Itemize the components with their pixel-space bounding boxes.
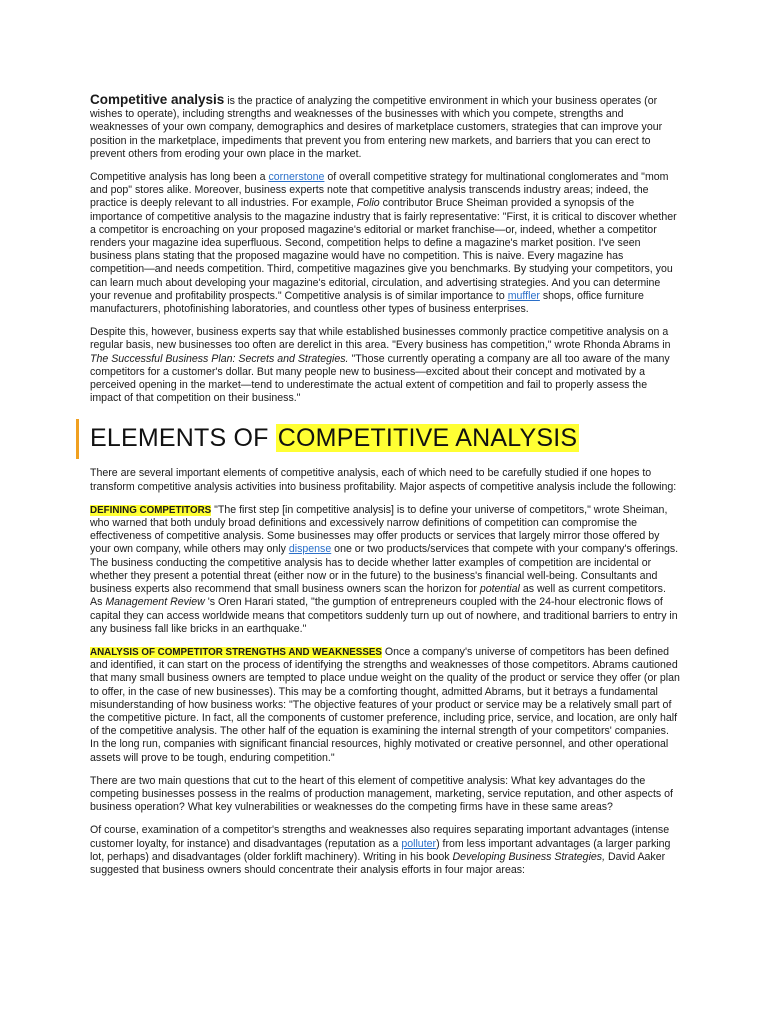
text-run: "Those currently operating a company are all too aware of the many competitors for a customer's dollar. But many people new to business—excited about their concept and motivated by a perceived opening in the market—tend to underestimate the actual extent of competition and fail to properly assess the impact of that competition on their business." [90,352,670,405]
text-run: ) from less important advantages (a larger parking lot, perhaps) and disadvantages (older forklift machinery). Writing in his book [90,837,671,863]
text-run: shops, office furniture manufacturers, photofinishing laboratories, and countless other types of business enterprises. [90,289,644,316]
link-polluter[interactable]: polluter [401,837,437,850]
article-body [90,93,680,887]
link-cornerstone[interactable]: cornerstone [268,171,325,184]
text-run: Competitive analysis has long been a [90,171,269,184]
paragraph-abrams [90,326,680,405]
heading-highlight-text: COMPETITIVE ANALYSIS [277,424,578,453]
lead-term: Competitive analysis [90,92,225,107]
text-run: Once a company's universe of competitors has been defined and identified, it can start on the process of identifying the strengths and weaknesses of those competitors. Abrams cautioned that many small business owners are tempted to place undue weight on the quality of the product or service they offer (or plan to offer, in the case of new businesses). This may be a comforting thought, admitted Abrams, but it betrays a fundamental misunderstanding of how business works: "The objective features of your product or service may be a relatively small part of the competitive picture. In fact, all the components of customer preference, including price, service, and location, are only half of the competitive analysis. The other half of the equation is examining the internal strength of your competitors' companies. In the long run, companies with significant financial resources, highly motivated or creative personnel, and other operational assets will prove to be tough, enduring competition." [90,645,680,764]
intro-paragraph [90,93,680,161]
paragraph-aaker [90,824,680,877]
link-muffler[interactable]: muffler [507,289,540,302]
paragraph-elements-intro: There are several important elements of competitive analysis, each of which need to be carefully studied if one hopes to transform competitive analysis activities into business profitability. Major aspects of competitive analysis include the following: [90,467,677,493]
paragraph-two-questions: There are two main questions that cut to the heart of this element of competitive analysis: What key advantages do the competing businesses possess in the realms of production management, marketing, service reputation, and other aspects of business operation? What key vulnerabilities or weaknesses do the competing firms have in these same areas? [90,774,673,814]
paragraph-strengths-weaknesses [90,646,680,765]
text-run: David Aaker suggested that business owners should concentrate their analysis efforts in four major areas: [90,850,666,876]
subhead-strengths-weaknesses: ANALYSIS OF COMPETITOR STRENGTHS AND WEAKNESSES [90,646,382,658]
text-run: contributor Bruce Sheiman provided a synopsis of the importance of competitive analysis to the magazine industry that is fairly representative: "First, it is critical to discover whether a competitor is encroaching on your proposed magazine's editorial or market franchise—or, indeed, whether a competitor renders your magazine idea superfluous. Second, competition helps to define a magazine's market position. I've seen business plans stating that the proposed magazine would have no competition. This is naive. Every magazine has competition—and needs competition. Third, competitive magazines give you benchmarks. By studying your competitors, you can learn much about developing your magazine's editorial, circulation, and advertising strategies. And you can determine your revenue and profitability prospects." Competitive analysis is of similar importance to [90,197,677,302]
section-heading-block [90,419,680,457]
subhead-defining-competitors: DEFINING COMPETITORS [90,504,212,516]
paragraph-defining-competitors [90,504,680,636]
italic-management-review: Management Review [105,596,205,609]
text-run: one or two products/services that compete with your company's offerings. The business conducting the competitive analysis has to decide whether latter examples of competition are incidental or whether they present a potential threat (either now or in the future) to the business's financial well-being. Consultants and business experts also recommend that small business owners scan the horizon for [90,543,679,596]
text-run: as well as current competitors. As [90,583,666,609]
intro-text: is the practice of analyzing the competitive environment in which your business operates (or wishes to operate), including strengths and weaknesses of the businesses with which you compete, strengths and weaknesses of your own company, demographics and desires of marketplace customers, strategies that can improve your position in the marketplace, impediments that prevent you from entering new markets, and barriers that you can erect to prevent others from eroding your own place in the market. [90,95,663,160]
text-run: Of course, examination of a competitor's strengths and weaknesses also requires separating important advantages (intense customer loyalty, for instance) and disadvantages (reputation as a [90,824,670,850]
section-heading [90,419,680,457]
text-run: of overall competitive strategy for multinational conglomerates and "mom and pop" stores alike. Moreover, business experts note that competitive analysis transcends industry areas; indeed, the practice is deeply relevant to all industries. For example, [90,171,669,210]
text-run: Despite this, however, business experts say that while established businesses commonly practice competitive analysis on a regular basis, new businesses too often are derelict in this area. "Every business has competition," wrote Rhonda Abrams in [90,326,671,352]
heading-plain-text: ELEMENTS OF [90,424,276,453]
heading-accent-bar [76,419,79,459]
italic-folio: Folio [356,197,380,210]
text-run: 's Oren Harari stated, "the gumption of entrepreneurs coupled with the 24-hour electronic flows of capital they can access worldwide means that competitors suddenly turn up out of nowhere, and traditional barriers to entry in any business fall like bricks in an earthquake." [90,596,678,635]
italic-aaker-book: Developing Business Strategies, [452,850,606,863]
italic-potential: potential [479,583,520,596]
italic-book-title: The Successful Business Plan: Secrets and Strategies. [90,352,349,365]
paragraph-cornerstone [90,171,680,316]
text-run: "The first step [in competitive analysis] is to define your universe of competitors," wrote Sheiman, who warned that both unduly broad definitions and excessively narrow definitions of competition can compromise the effectiveness of competitive analysis. Some businesses may offer products or services that largely mirror those offered by your own company, while others may only [90,503,668,556]
link-dispense[interactable]: dispense [288,543,332,556]
